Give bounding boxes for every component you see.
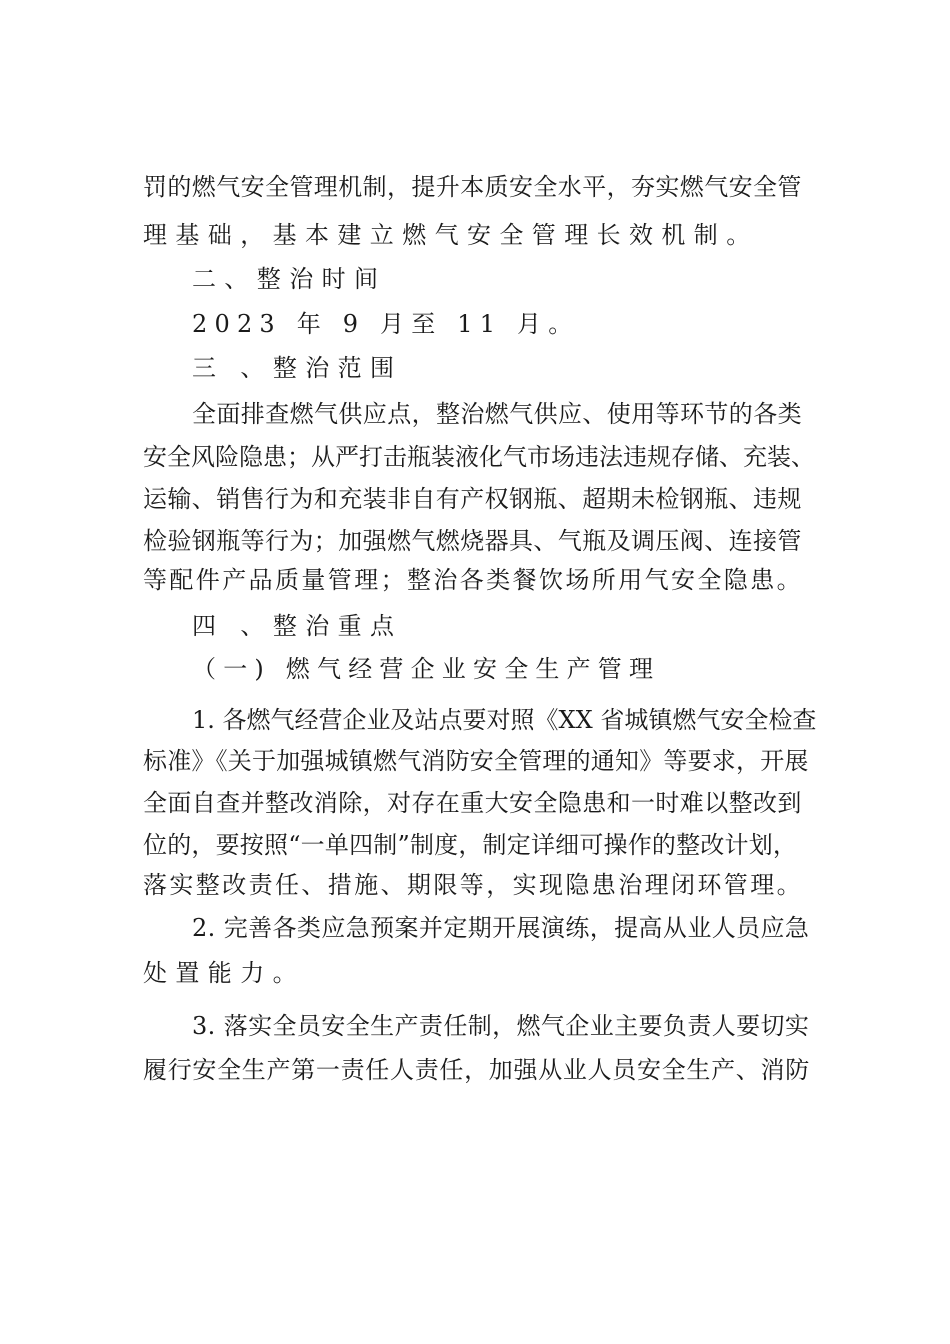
body-text-line: 运输、销售行为和充装非自有产权钢瓶、超期未检钢瓶、违规 bbox=[143, 485, 802, 513]
body-text-line: 全面自查并整改消除，对存在重大安全隐患和一时难以整改到 bbox=[143, 789, 802, 817]
section-heading-time: 二、整治时间 bbox=[192, 265, 387, 293]
body-text-line: 检验钢瓶等行为；加强燃气燃烧器具、气瓶及调压阀、连接管 bbox=[143, 527, 802, 555]
section-heading-focus: 四 、整治重点 bbox=[192, 612, 403, 640]
subsection-heading: （一) 燃气经营企业安全生产管理 bbox=[192, 655, 661, 683]
body-text-line: 理基础，基本建立燃气安全管理长效机制。 bbox=[143, 221, 759, 249]
body-text-line: 安全风险隐患；从严打击瓶装液化气市场违法违规存储、充装、 bbox=[143, 443, 815, 471]
body-text-line: 处置能力。 bbox=[143, 959, 305, 987]
body-text-line: 履行安全生产第一责任人责任，加强从业人员安全生产、消防 bbox=[143, 1056, 810, 1084]
body-text-line: 2023 年 9 月至 11 月。 bbox=[192, 310, 580, 338]
body-text-line: 3. 落实全员安全生产责任制，燃气企业主要负责人要切实 bbox=[192, 1012, 810, 1040]
body-text-line: 落实整改责任、措施、期限等，实现隐患治理闭环管理。 bbox=[143, 871, 803, 899]
body-text-line: 全面排查燃气供应点，整治燃气供应、使用等环节的各类 bbox=[192, 400, 802, 428]
body-text-line: 等配件产品质量管理；整治各类餐饮场所用气安全隐患。 bbox=[143, 566, 803, 594]
body-text-line: 罚的燃气安全管理机制，提升本质安全水平，夯实燃气安全管 bbox=[143, 173, 802, 201]
body-text-line: 位的，要按照“一单四制”制度，制定详细可操作的整改计划， bbox=[143, 831, 798, 859]
body-text-line: 标准》《关于加强城镇燃气消防安全管理的通知》等要求，开展 bbox=[143, 747, 809, 775]
body-text-line: 1. 各燃气经营企业及站点要对照《XX 省城镇燃气安全检查 bbox=[192, 706, 817, 734]
section-heading-scope: 三 、整治范围 bbox=[192, 354, 403, 382]
body-text-line: 2. 完善各类应急预案并定期开展演练，提高从业人员应急 bbox=[192, 914, 810, 942]
